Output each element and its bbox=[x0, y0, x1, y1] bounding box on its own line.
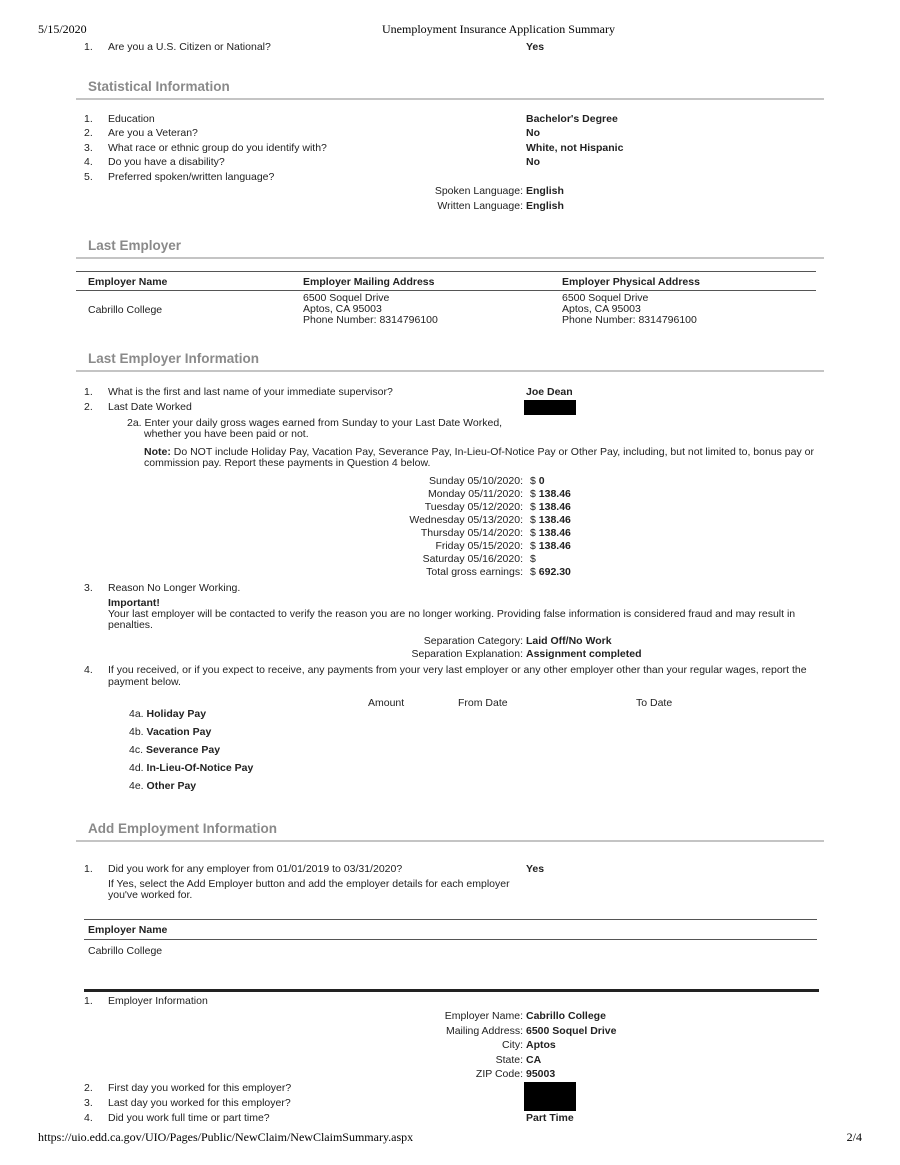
wage-day-label: Monday 05/11/2020: bbox=[428, 488, 523, 500]
question-number: 3. bbox=[84, 142, 93, 154]
page-title: Unemployment Insurance Application Summary bbox=[382, 22, 615, 36]
race-question: What race or ethnic group do you identify with? bbox=[108, 142, 327, 154]
zip-label: ZIP Code: bbox=[475, 1068, 523, 1080]
full-part-time-answer: Part Time bbox=[526, 1112, 574, 1124]
employer-row: Cabrillo College bbox=[88, 945, 163, 957]
written-language-label: Written Language: bbox=[437, 200, 523, 212]
question-number: 2. bbox=[84, 401, 93, 413]
add-employer-note-cont: you've worked for. bbox=[108, 889, 193, 901]
question-number: 4. bbox=[84, 1112, 93, 1124]
wage-amount: $ 0 bbox=[530, 475, 545, 487]
spoken-language-value: English bbox=[526, 185, 564, 197]
wage-amount: $ bbox=[530, 553, 536, 565]
pay-item-vacation: 4b. Vacation Pay bbox=[129, 726, 212, 738]
wages-note-cont: commission pay. Report these payments in Question 4 below. bbox=[144, 457, 431, 469]
employer-name-label: Employer Name: bbox=[444, 1010, 523, 1022]
footer-url: https://uio.edd.ca.gov/UIO/Pages/Public/NewClaim/NewClaimSummary.aspx bbox=[38, 1130, 414, 1144]
wages-instruction: 2a. Enter your daily gross wages earned from Sunday to your Last Date Worked, bbox=[127, 417, 503, 429]
pay-item-in-lieu-of-notice: 4d. In-Lieu-Of-Notice Pay bbox=[129, 762, 254, 774]
separation-category-value: Laid Off/No Work bbox=[526, 635, 612, 647]
wage-day-label: Thursday 05/14/2020: bbox=[420, 527, 523, 539]
state-value: CA bbox=[526, 1054, 542, 1066]
redacted-last-day bbox=[524, 1096, 576, 1111]
disability-question: Do you have a disability? bbox=[108, 156, 225, 168]
wage-amount: $ 138.46 bbox=[530, 488, 571, 500]
table-top-border bbox=[84, 919, 817, 920]
redacted-first-day bbox=[524, 1082, 576, 1097]
section-title-add-employment: Add Employment Information bbox=[88, 821, 277, 836]
section-divider bbox=[76, 840, 824, 842]
mailing-address-cell: 6500 Soquel Drive Aptos, CA 95003 Phone Number: 8314796100 bbox=[303, 292, 438, 326]
veteran-answer: No bbox=[526, 127, 540, 139]
important-text: Your last employer will be contacted to verify the reason you are no longer working. Providing false information is considered fraud and may result in bbox=[108, 608, 796, 620]
question-number: 1. bbox=[84, 386, 93, 398]
section-title-statistical: Statistical Information bbox=[88, 79, 230, 94]
wage-day-label: Saturday 05/16/2020: bbox=[422, 553, 523, 565]
question-number: 1. bbox=[84, 863, 93, 875]
full-part-time-question: Did you work full time or part time? bbox=[108, 1112, 270, 1124]
physical-address-cell: 6500 Soquel Drive Aptos, CA 95003 Phone Number: 8314796100 bbox=[562, 292, 697, 326]
important-text-cont: penalties. bbox=[108, 619, 153, 631]
add-employer-note: If Yes, select the Add Employer button and add the employer details for each employer bbox=[108, 878, 510, 890]
wage-day-label: Tuesday 05/12/2020: bbox=[424, 501, 523, 513]
supervisor-answer: Joe Dean bbox=[526, 386, 573, 398]
separation-category-label: Separation Category: bbox=[423, 635, 523, 647]
last-date-worked-question: Last Date Worked bbox=[108, 401, 192, 413]
wages-note: Note: Do NOT include Holiday Pay, Vacation Pay, Severance Pay, In-Lieu-Of-Notice Pay or Other Pay, including, but not limited to, bonus pay or bbox=[144, 446, 814, 458]
wage-day-label: Sunday 05/10/2020: bbox=[429, 475, 523, 487]
state-label: State: bbox=[495, 1054, 523, 1066]
citizen-answer: Yes bbox=[526, 41, 545, 53]
first-day-question: First day you worked for this employer? bbox=[108, 1082, 292, 1094]
employer-name-value: Cabrillo College bbox=[526, 1010, 606, 1022]
disability-answer: No bbox=[526, 156, 540, 168]
wage-amount: $ 138.46 bbox=[530, 540, 571, 552]
wages-instruction-cont: whether you have been paid or not. bbox=[144, 428, 309, 440]
employer-information-heading: Employer Information bbox=[108, 995, 208, 1007]
education-answer: Bachelor's Degree bbox=[526, 113, 618, 125]
separation-explanation-label: Separation Explanation: bbox=[411, 648, 523, 660]
redacted-last-date-worked bbox=[524, 400, 576, 415]
mailing-address-label: Mailing Address: bbox=[445, 1025, 523, 1037]
race-answer: White, not Hispanic bbox=[526, 142, 624, 154]
column-header-physical-address: Employer Physical Address bbox=[562, 276, 700, 288]
section-divider bbox=[76, 370, 824, 372]
question-number: 1. bbox=[84, 41, 93, 53]
column-header-to-date: To Date bbox=[636, 697, 673, 709]
question-number: 3. bbox=[84, 1097, 93, 1109]
payments-question: If you received, or if you expect to receive, any payments from your very last employer or any other employer other than your regular wages, report the bbox=[108, 664, 807, 676]
table-header-border bbox=[84, 939, 817, 940]
column-header-employer-name: Employer Name bbox=[88, 276, 168, 288]
separation-explanation-value: Assignment completed bbox=[526, 648, 642, 660]
citizen-question: Are you a U.S. Citizen or National? bbox=[108, 41, 271, 53]
wage-day-label: Wednesday 05/13/2020: bbox=[409, 514, 523, 526]
city-label: City: bbox=[502, 1039, 523, 1051]
last-day-question: Last day you worked for this employer? bbox=[108, 1097, 291, 1109]
wage-amount: $ 138.46 bbox=[530, 501, 571, 513]
spoken-language-label: Spoken Language: bbox=[434, 185, 523, 197]
payments-question-cont: payment below. bbox=[108, 676, 181, 688]
worked-employer-answer: Yes bbox=[526, 863, 545, 875]
question-number: 4. bbox=[84, 156, 93, 168]
reason-question: Reason No Longer Working. bbox=[108, 582, 241, 594]
wage-amount: $ 138.46 bbox=[530, 514, 571, 526]
total-gross-amount: $ 692.30 bbox=[530, 566, 571, 578]
column-header-employer-name: Employer Name bbox=[88, 924, 168, 936]
total-gross-label: Total gross earnings: bbox=[426, 566, 523, 578]
wage-day-label: Friday 05/15/2020: bbox=[435, 540, 523, 552]
column-header-mailing-address: Employer Mailing Address bbox=[303, 276, 435, 288]
question-number: 2. bbox=[84, 127, 93, 139]
question-number: 1. bbox=[84, 113, 93, 125]
section-divider bbox=[76, 98, 824, 100]
page-number: 2/4 bbox=[846, 1130, 862, 1144]
important-label: Important! bbox=[108, 597, 160, 609]
section-title-last-employer-info: Last Employer Information bbox=[88, 351, 260, 366]
print-date: 5/15/2020 bbox=[38, 22, 87, 36]
pay-item-severance: 4c. Severance Pay bbox=[129, 744, 221, 756]
zip-value: 95003 bbox=[526, 1068, 556, 1080]
written-language-value: English bbox=[526, 200, 564, 212]
section-divider bbox=[76, 257, 824, 259]
heavy-divider bbox=[84, 989, 819, 992]
section-title-last-employer: Last Employer bbox=[88, 238, 182, 253]
city-value: Aptos bbox=[526, 1039, 556, 1051]
pay-item-holiday: 4a. Holiday Pay bbox=[129, 708, 207, 720]
question-number: 5. bbox=[84, 171, 93, 183]
table-header-border bbox=[76, 290, 816, 291]
employer-name-cell: Cabrillo College bbox=[88, 304, 163, 316]
education-question: Education bbox=[108, 113, 155, 125]
question-number: 3. bbox=[84, 582, 93, 594]
worked-employer-question: Did you work for any employer from 01/01/2019 to 03/31/2020? bbox=[108, 863, 403, 875]
veteran-question: Are you a Veteran? bbox=[108, 127, 198, 139]
question-number: 1. bbox=[84, 995, 93, 1007]
table-top-border bbox=[76, 271, 816, 272]
question-number: 4. bbox=[84, 664, 93, 676]
wage-amount: $ 138.46 bbox=[530, 527, 571, 539]
question-number: 2. bbox=[84, 1082, 93, 1094]
supervisor-question: What is the first and last name of your immediate supervisor? bbox=[108, 386, 393, 398]
language-question: Preferred spoken/written language? bbox=[108, 171, 275, 183]
column-header-amount: Amount bbox=[368, 697, 405, 709]
mailing-address-value: 6500 Soquel Drive bbox=[526, 1025, 617, 1037]
pay-item-other: 4e. Other Pay bbox=[129, 780, 197, 792]
column-header-from-date: From Date bbox=[458, 697, 508, 709]
